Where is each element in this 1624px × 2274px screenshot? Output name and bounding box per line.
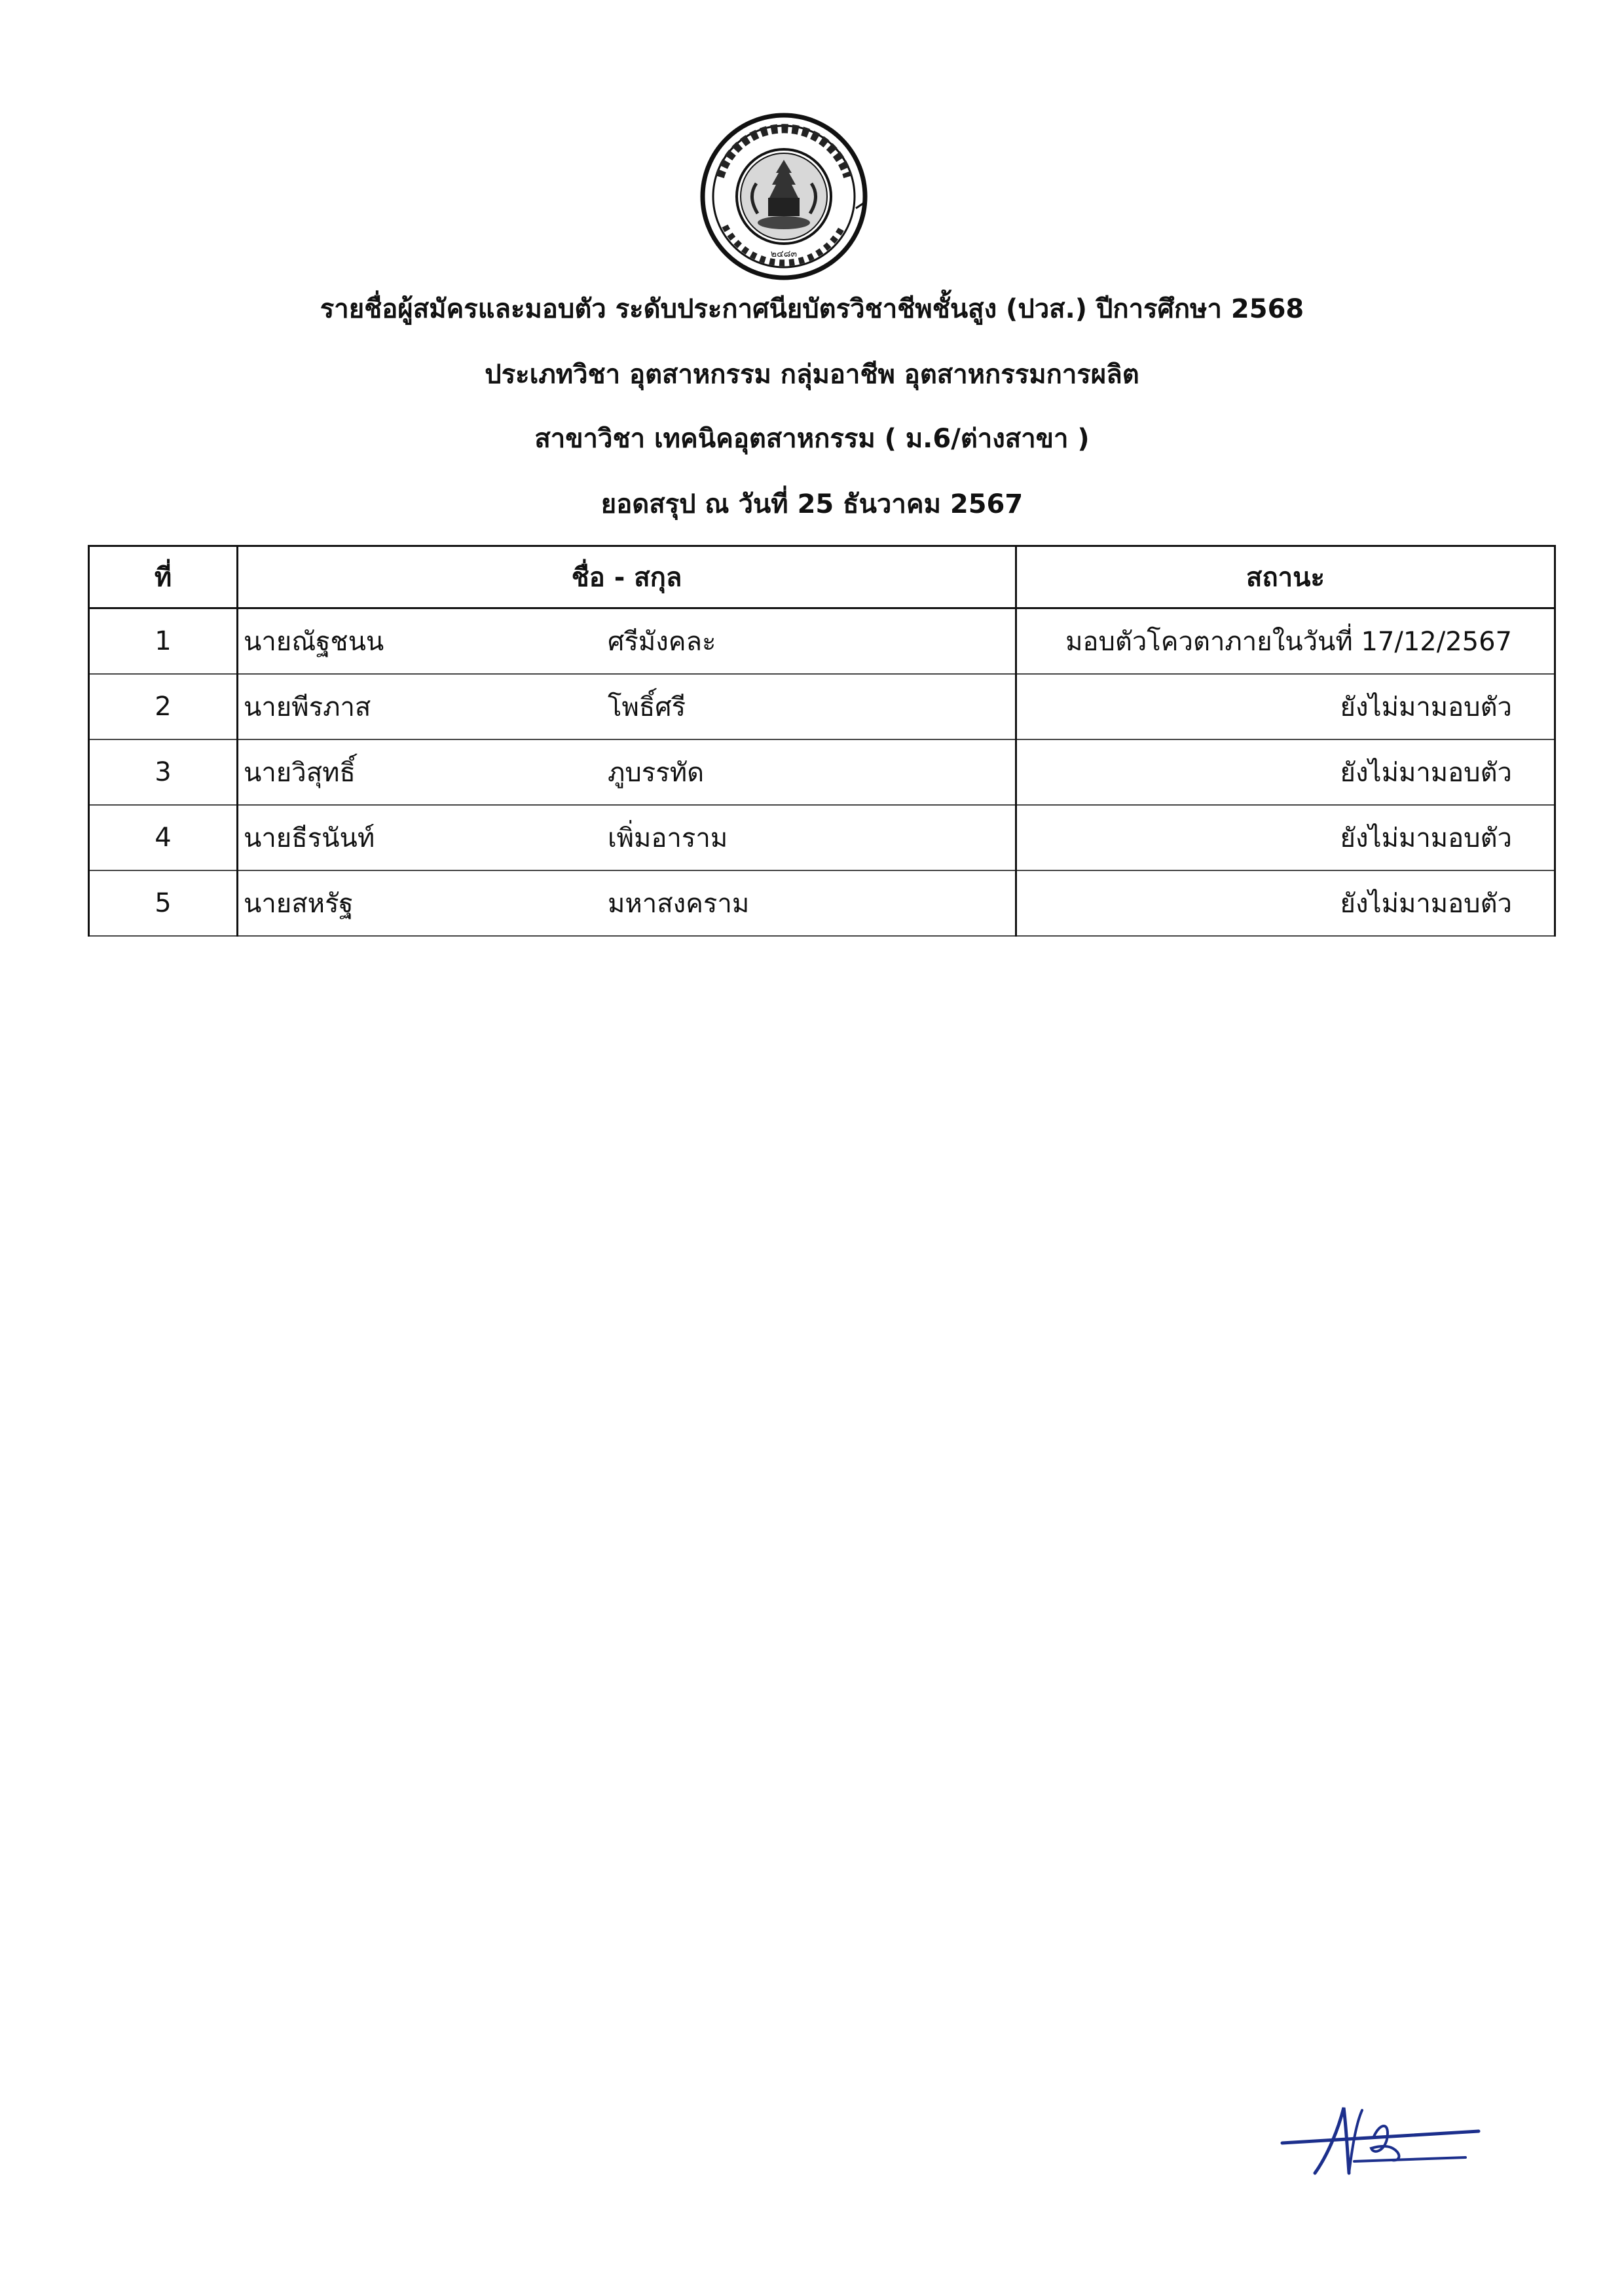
header-status: สถานะ [1016, 546, 1555, 608]
table-row [89, 870, 1555, 936]
program-type-line: ประเภทวิชา อุตสาหกรรม กลุ่มอาชีพ อุตสาหกรรมการผลิต [485, 360, 1139, 390]
svg-text:๒๔๘๓: ๒๔๘๓ [770, 249, 798, 259]
row-name-cell [238, 739, 1016, 805]
row-first-name: นายสหรัฐ [244, 889, 354, 919]
row-status: มอบตัวโควตาภายในวันที่ 17/12/2567 [1016, 608, 1555, 675]
row-status: ยังไม่มามอบตัว [1016, 739, 1555, 805]
row-last-name: เพิ่มอาราม [608, 823, 728, 853]
table-row [89, 739, 1555, 805]
row-first-name: นายพีรภาส [244, 692, 371, 722]
row-last-name: ภูบรรทัด [608, 758, 705, 788]
row-no: 5 [89, 870, 238, 936]
major-line: สาขาวิชา เทคนิคอุตสาหกรรม ( ม.6/ต่างสาขา ) [534, 424, 1090, 454]
row-name-cell [238, 674, 1016, 739]
table-row [89, 805, 1555, 870]
document-title: รายชื่อผู้สมัครและมอบตัว ระดับประกาศนียบัตรวิชาชีพชั้นสูง (ปวส.) ปีการศึกษา 2568 [320, 294, 1304, 324]
applicant-table [88, 545, 1556, 937]
row-name-cell [238, 870, 1016, 936]
row-status: ยังไม่มามอบตัว [1016, 674, 1555, 739]
table-header-row [89, 546, 1555, 608]
row-status: ยังไม่มามอบตัว [1016, 870, 1555, 936]
header-no: ที่ [89, 546, 238, 608]
row-last-name: ศรีมังคละ [608, 627, 716, 657]
row-no: 4 [89, 805, 238, 870]
college-seal-logo [686, 105, 882, 288]
row-last-name: โพธิ์ศรี [608, 692, 686, 722]
row-status: ยังไม่มามอบตัว [1016, 805, 1555, 870]
summary-date-line: ยอดสรุป ณ วันที่ 25 ธันวาคม 2567 [600, 489, 1024, 519]
table-row [89, 608, 1555, 675]
row-name-cell [238, 805, 1016, 870]
table-row [89, 674, 1555, 739]
row-no: 3 [89, 739, 238, 805]
row-name-cell [238, 608, 1016, 675]
row-first-name: นายณัฐชนน [244, 627, 384, 657]
row-first-name: นายธีรนันท์ [244, 823, 375, 853]
header-name: ชื่อ - สกุล [238, 546, 1016, 608]
row-first-name: นายวิสุทธิ์ [244, 758, 356, 788]
row-no: 2 [89, 674, 238, 739]
row-last-name: มหาสงคราม [608, 889, 750, 919]
row-no: 1 [89, 608, 238, 675]
signature-mark [1276, 2096, 1492, 2188]
